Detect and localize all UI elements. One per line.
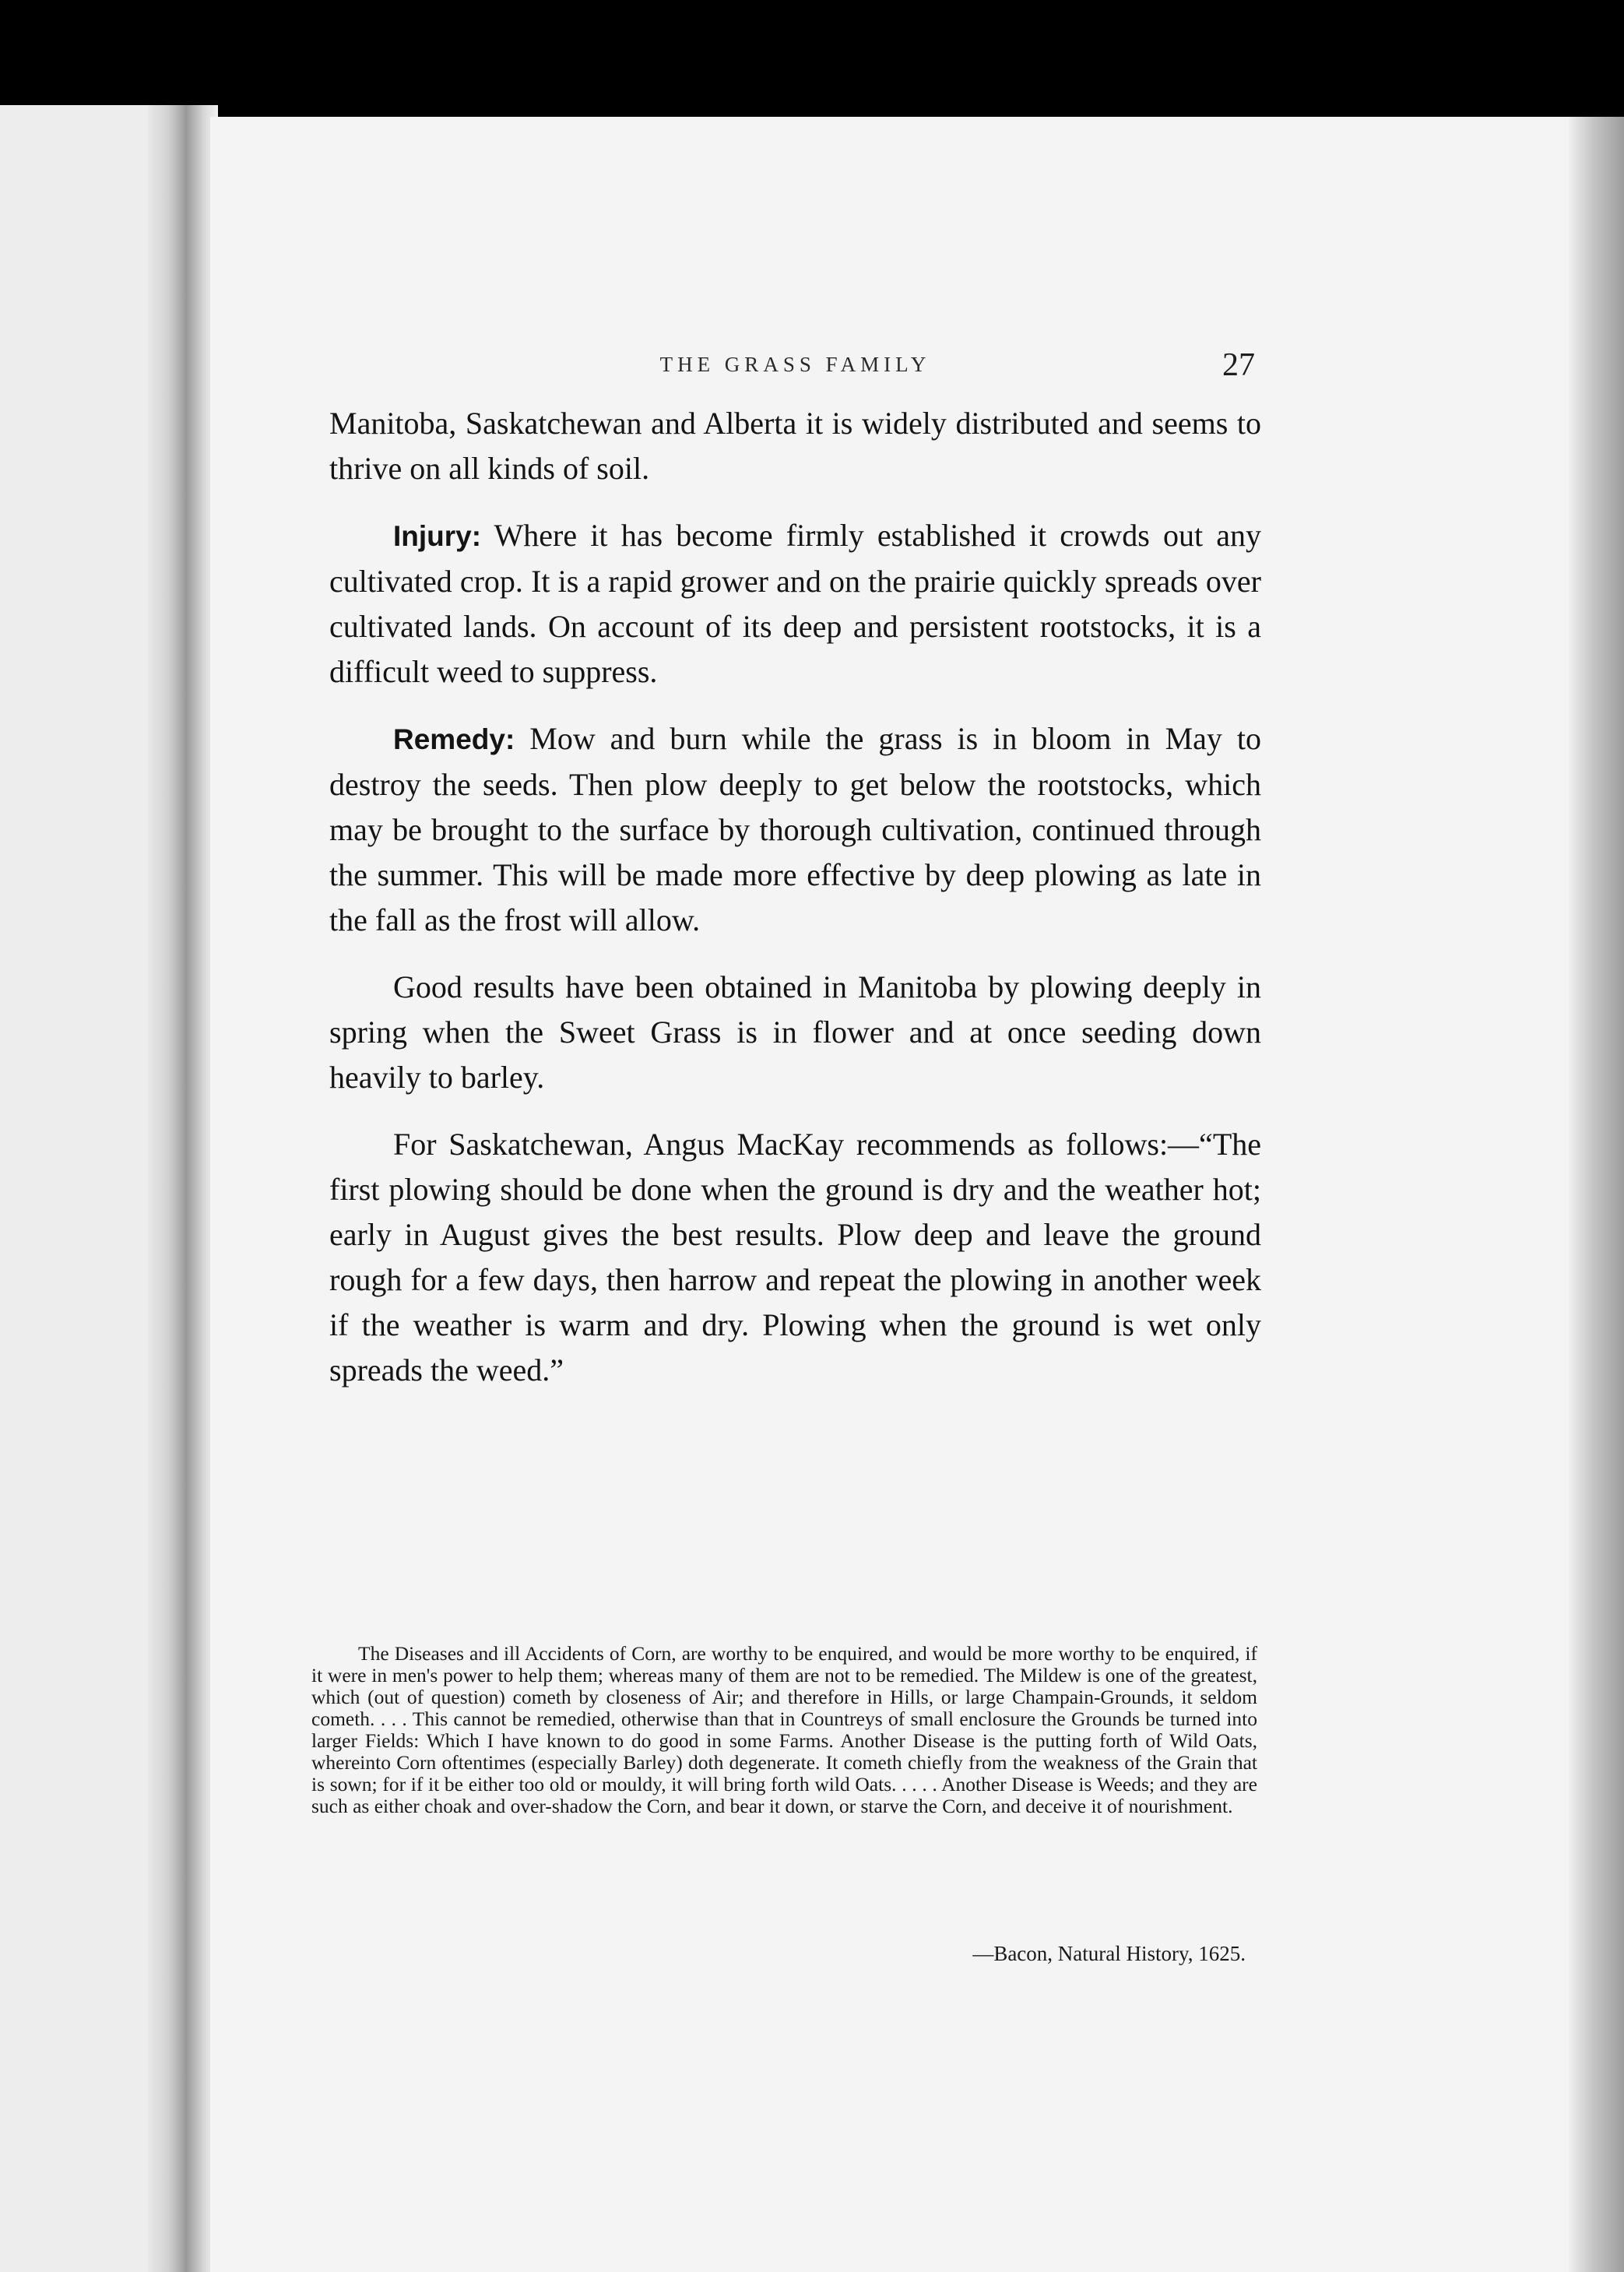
running-title: THE GRASS FAMILY [659, 353, 931, 376]
adjacent-page [0, 105, 160, 2272]
paragraph-remedy [329, 716, 1261, 943]
page-content [329, 346, 1261, 1393]
injury-text: Where it has become firmly established it crowds out any cultivated crop. It is a rapid grower and on the prairie quickly spreads over cultivated lands. On account of its deep and persistent rootstocks, it is a difficult weed to suppress. [329, 518, 1261, 689]
paragraph-saskatchewan-quote: For Saskatchewan, Angus MacKay recommends as follows:—“The first plowing should be done when the ground is dry and the weather hot; early in August gives the best results. Plow deep and leave the ground rough for a few days, then harrow and repeat the plowing in another week if the weather is warm and dry. Plowing when the ground is wet only spreads the weed.” [329, 1127, 1261, 1387]
injury-heading: Injury: [393, 520, 482, 552]
footnote-attribution: —Bacon, Natural History, 1625. [972, 1942, 1246, 1965]
book-gutter [148, 105, 218, 2272]
remedy-text: Mow and burn while the grass is in bloom in May to destroy the seeds. Then plow deeply to get below the rootstocks, which may be brought to the surface by thorough cultivation, continued through the summer. This will be made more effective by deep plowing as late in the fall as the frost will allow. [329, 721, 1261, 937]
footnote-quotation: The Diseases and ill Accidents of Corn, are worthy to be enquired, and would be more worthy to be enquired, if it were in men's power to help them; whereas many of them are not to be remedied. The Mildew is one of the greatest, which (out of question) cometh by closeness of Air; and therefore in Hills, or large Champain-Grounds, it seldom cometh. . . . This cannot be remedied, otherwise than that in Countreys of small enclosure the Grounds be turned into larger Fields: Which I have known to do good in some Farms. Another Disease is the putting forth of Wild Oats, whereinto Corn oftentimes (especially Barley) doth degenerate. It cometh chiefly from the weakness of the Grain that is sown; for if it be either too old or mouldy, it will bring forth wild Oats. . . . . Another Disease is Weeds; and they are such as either choak and over-shadow the Corn, and bear it down, or starve the Corn, and deceive it of nourishment. [311, 1642, 1257, 1817]
page-edge-shadow [1569, 117, 1624, 2272]
page-number: 27 [1222, 347, 1255, 383]
footnote-block [311, 1643, 1257, 1817]
paragraph-manitoba-results: Good results have been obtained in Manitoba by plowing deeply in spring when the Sweet Grass is in flower and at once seeding down heavily to barley. [329, 969, 1261, 1095]
paragraph-injury [329, 513, 1261, 695]
paragraph-distribution: Manitoba, Saskatchewan and Alberta it is widely distributed and seems to thrive on all kinds of soil. [329, 406, 1261, 486]
remedy-heading: Remedy: [393, 723, 515, 755]
running-head [329, 346, 1261, 401]
